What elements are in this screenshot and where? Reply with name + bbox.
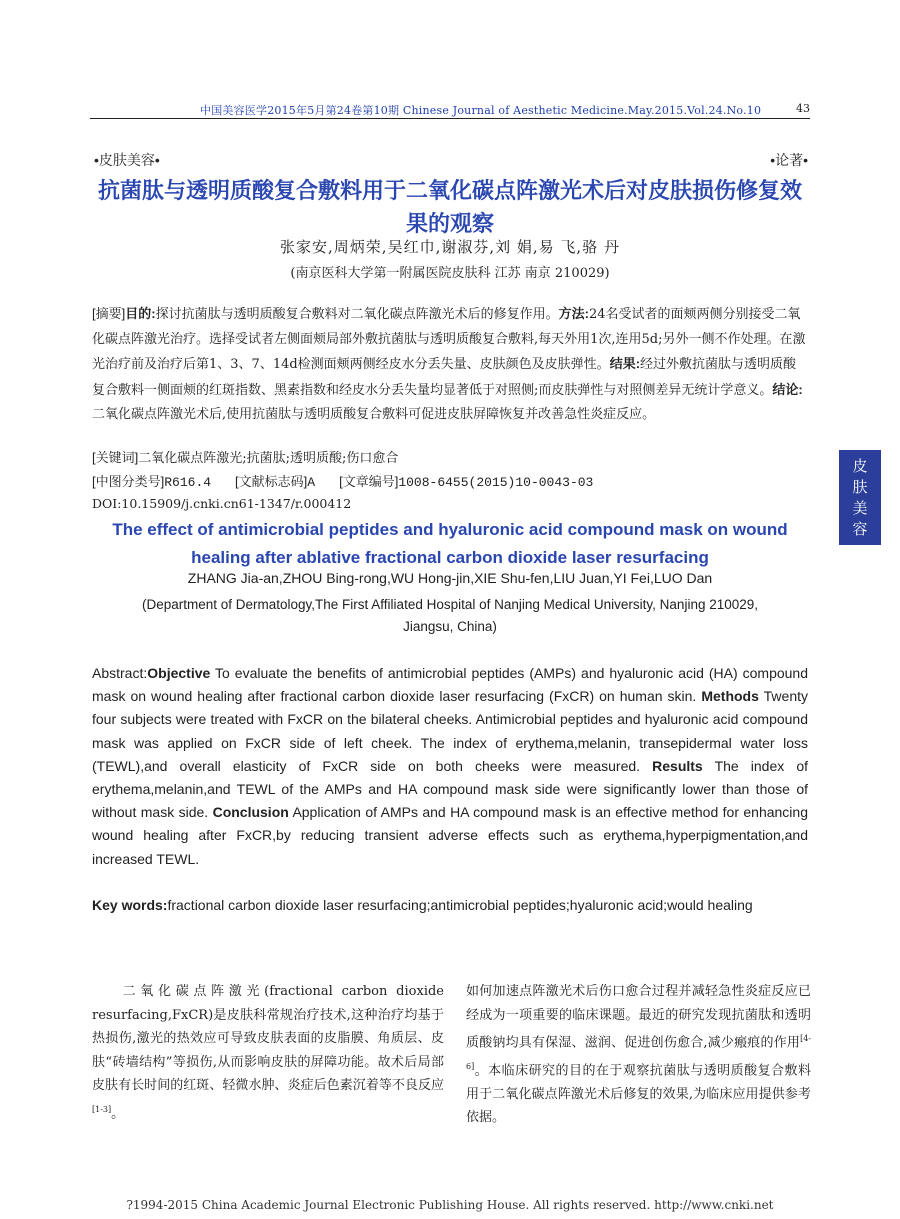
journal-citation: 中国美容医学2015年5月第24卷第10期 Chinese Journal of Aesthetic Medicine.May.2015.Vol.24.No.10 [200,104,762,117]
en-methods-label: Methods [701,688,759,705]
en-methods-text: Twenty four subjects were treated with FxCR on the bilateral cheeks. Antimicrobial peptides and hyaluronic acid compound mask was applied on FxCR side of left cheek. The index of erythema,melanin, transepidermal water loss (TEWL),and overall elasticity of FxCR side on both cheeks were measured. [92,688,808,774]
chinese-title: 抗菌肽与透明质酸复合敷料用于二氧化碳点阵激光术后对皮肤损伤修复效果的观察 [97,178,802,236]
side-tab-char: 美 [852,499,868,517]
chinese-affiliation: (南京医科大学第一附属医院皮肤科 江苏 南京 210029) [290,266,610,281]
en-conclusion-label: Conclusion [212,804,289,821]
objective-text: 探讨抗菌肽与透明质酸复合敷料对二氧化碳点阵激光术后的修复作用。 [155,307,559,322]
document-code-value: A [307,475,316,490]
section-label: •皮肤美容• [94,152,160,168]
abstract-label: [摘要] [92,306,126,321]
chinese-abstract [92,302,808,428]
methods-text: 24名受试者的面颊两侧分别接受二氧化碳点阵激光治疗。选择受试者左侧面颊局部外敷抗菌肽与透明质酸复合敷料,每天外用1次,连用5d;另外一侧不作处理。在激光治疗前及治疗后第1、3、7、14d检测面颊两侧经皮水分丢失量、皮肤颜色及皮肤弹性。 [92,307,806,372]
en-conclusion-text: Application of AMPs and HA compound mask is an effective method for enhancing wound healing after FxCR,by reducing transient adverse effects such as erythema,hyperpigmentation,and increased TEWL. [92,804,808,867]
body-column-left [92,980,444,1125]
en-objective-label: Objective [147,665,211,681]
english-keywords [92,894,808,917]
body-left-end: 。 [111,1105,125,1121]
english-title: The effect of antimicrobial peptides and hyaluronic acid compound mask on wound healing after ablative fractional carbon dioxide laser resurfacing [112,520,788,567]
page-number: 43 [796,102,810,115]
class-number-label: [中图分类号] [92,474,165,489]
citation-ref: [4-6] [466,1034,811,1071]
side-tab-char: 皮 [852,457,868,475]
side-tab-char: 容 [852,520,868,538]
english-authors: ZHANG Jia-an,ZHOU Bing-rong,WU Hong-jin,XIE Shu-fen,LIU Juan,YI Fei,LUO Dan [187,570,713,586]
body-column-right [466,980,811,1130]
copyright-footer: ?1994-2015 China Academic Journal Electronic Publishing House. All rights reserved. http://www.cnki.net [126,1198,774,1212]
methods-label: 方法: [558,306,589,321]
en-abstract-label: Abstract: [92,665,148,681]
doi-line: DOI:10.15909/j.cnki.cn61-1347/r.000412 [92,496,352,511]
document-code-label: [文献标志码] [235,474,308,489]
keywords-label: [关键词] [92,450,139,465]
conclusion-label: 结论: [772,381,803,397]
side-tab-text [839,450,881,540]
running-header [90,100,810,120]
en-keywords-label: Key words: [92,897,168,913]
en-keywords-text: fractional carbon dioxide laser resurfacing;antimicrobial peptides;hyaluronic acid;would healing [167,897,753,913]
en-objective-text: To evaluate the benefits of antimicrobial peptides (AMPs) and hyaluronic acid (HA) compound mask on wound healing after fractional carbon dioxide laser resurfacing (FxCR) on human skin. [92,665,809,705]
body-right-text-1: 如何加速点阵激光术后伤口愈合过程并减轻急性炎症反应已经成为一项重要的临床课题。最近的研究发现抗菌肽和透明质酸钠均具有保湿、滋润、促进创伤愈合,减少瘢痕的作用 [466,984,811,1051]
article-number-value: 1008-6455(2015)10-0043-03 [398,475,594,490]
article-number-label: [文章编号] [339,474,399,489]
english-affiliation: (Department of Dermatology,The First Affiliated Hospital of Nanjing Medical University, Nanjing 210029, Jiangsu, China) [141,597,759,634]
conclusion-text: 二氧化碳点阵激光术后,使用抗菌肽与透明质酸复合敷料可促进皮肤屏障恢复并改善急性炎症反应。 [92,407,656,422]
en-results-label: Results [652,757,703,774]
body-left-text: 二氧化碳点阵激光(fractional carbon dioxide resurfacing,FxCR)是皮肤科常规治疗技术,这种治疗均基于热损伤,激光的热效应可导致皮肤表面的皮脂膜、角质层、皮肤“砖墙结构”等损伤,从而影响皮肤的屏障功能。故术后局部皮肤有长时间的红斑、轻微水肿、炎症后色素沉着等不良反应 [92,984,444,1093]
class-number-value: R616.4 [164,475,212,490]
header-rule [90,118,810,119]
chinese-authors: 张家安,周炳荣,吴红巾,谢淑芬,刘 娟,易 飞,骆 丹 [280,238,620,256]
citation-ref: [1-3] [92,1104,112,1114]
en-results-text: The index of erythema,melanin,and TEWL of the AMPs and HA compound mask side were significantly lower than those of without mask side. [92,757,809,821]
results-text: 经过外敷抗菌肽与透明质酸复合敷料一侧面颊的红斑指数、黑素指数和经皮水分丢失量均显著低于对照侧;而皮肤弹性与对照侧差异无统计学意义。 [92,357,797,398]
keywords-text: 二氧化碳点阵激光;抗菌肽;透明质酸;伤口愈合 [138,451,399,466]
english-abstract [92,662,808,871]
body-right-text-2: 。本临床研究的目的在于观察抗菌肽与透明质酸复合敷料用于二氧化碳点阵激光术后修复的效果,为临床应用提供参考依据。 [466,1063,811,1126]
article-type-label: •论著• [770,152,808,168]
section-side-tab [839,450,881,545]
chinese-keywords [92,447,808,466]
objective-label: 目的: [125,306,156,321]
results-label: 结果: [609,356,641,371]
side-tab-char: 肤 [852,478,868,496]
classification-line [92,471,808,490]
